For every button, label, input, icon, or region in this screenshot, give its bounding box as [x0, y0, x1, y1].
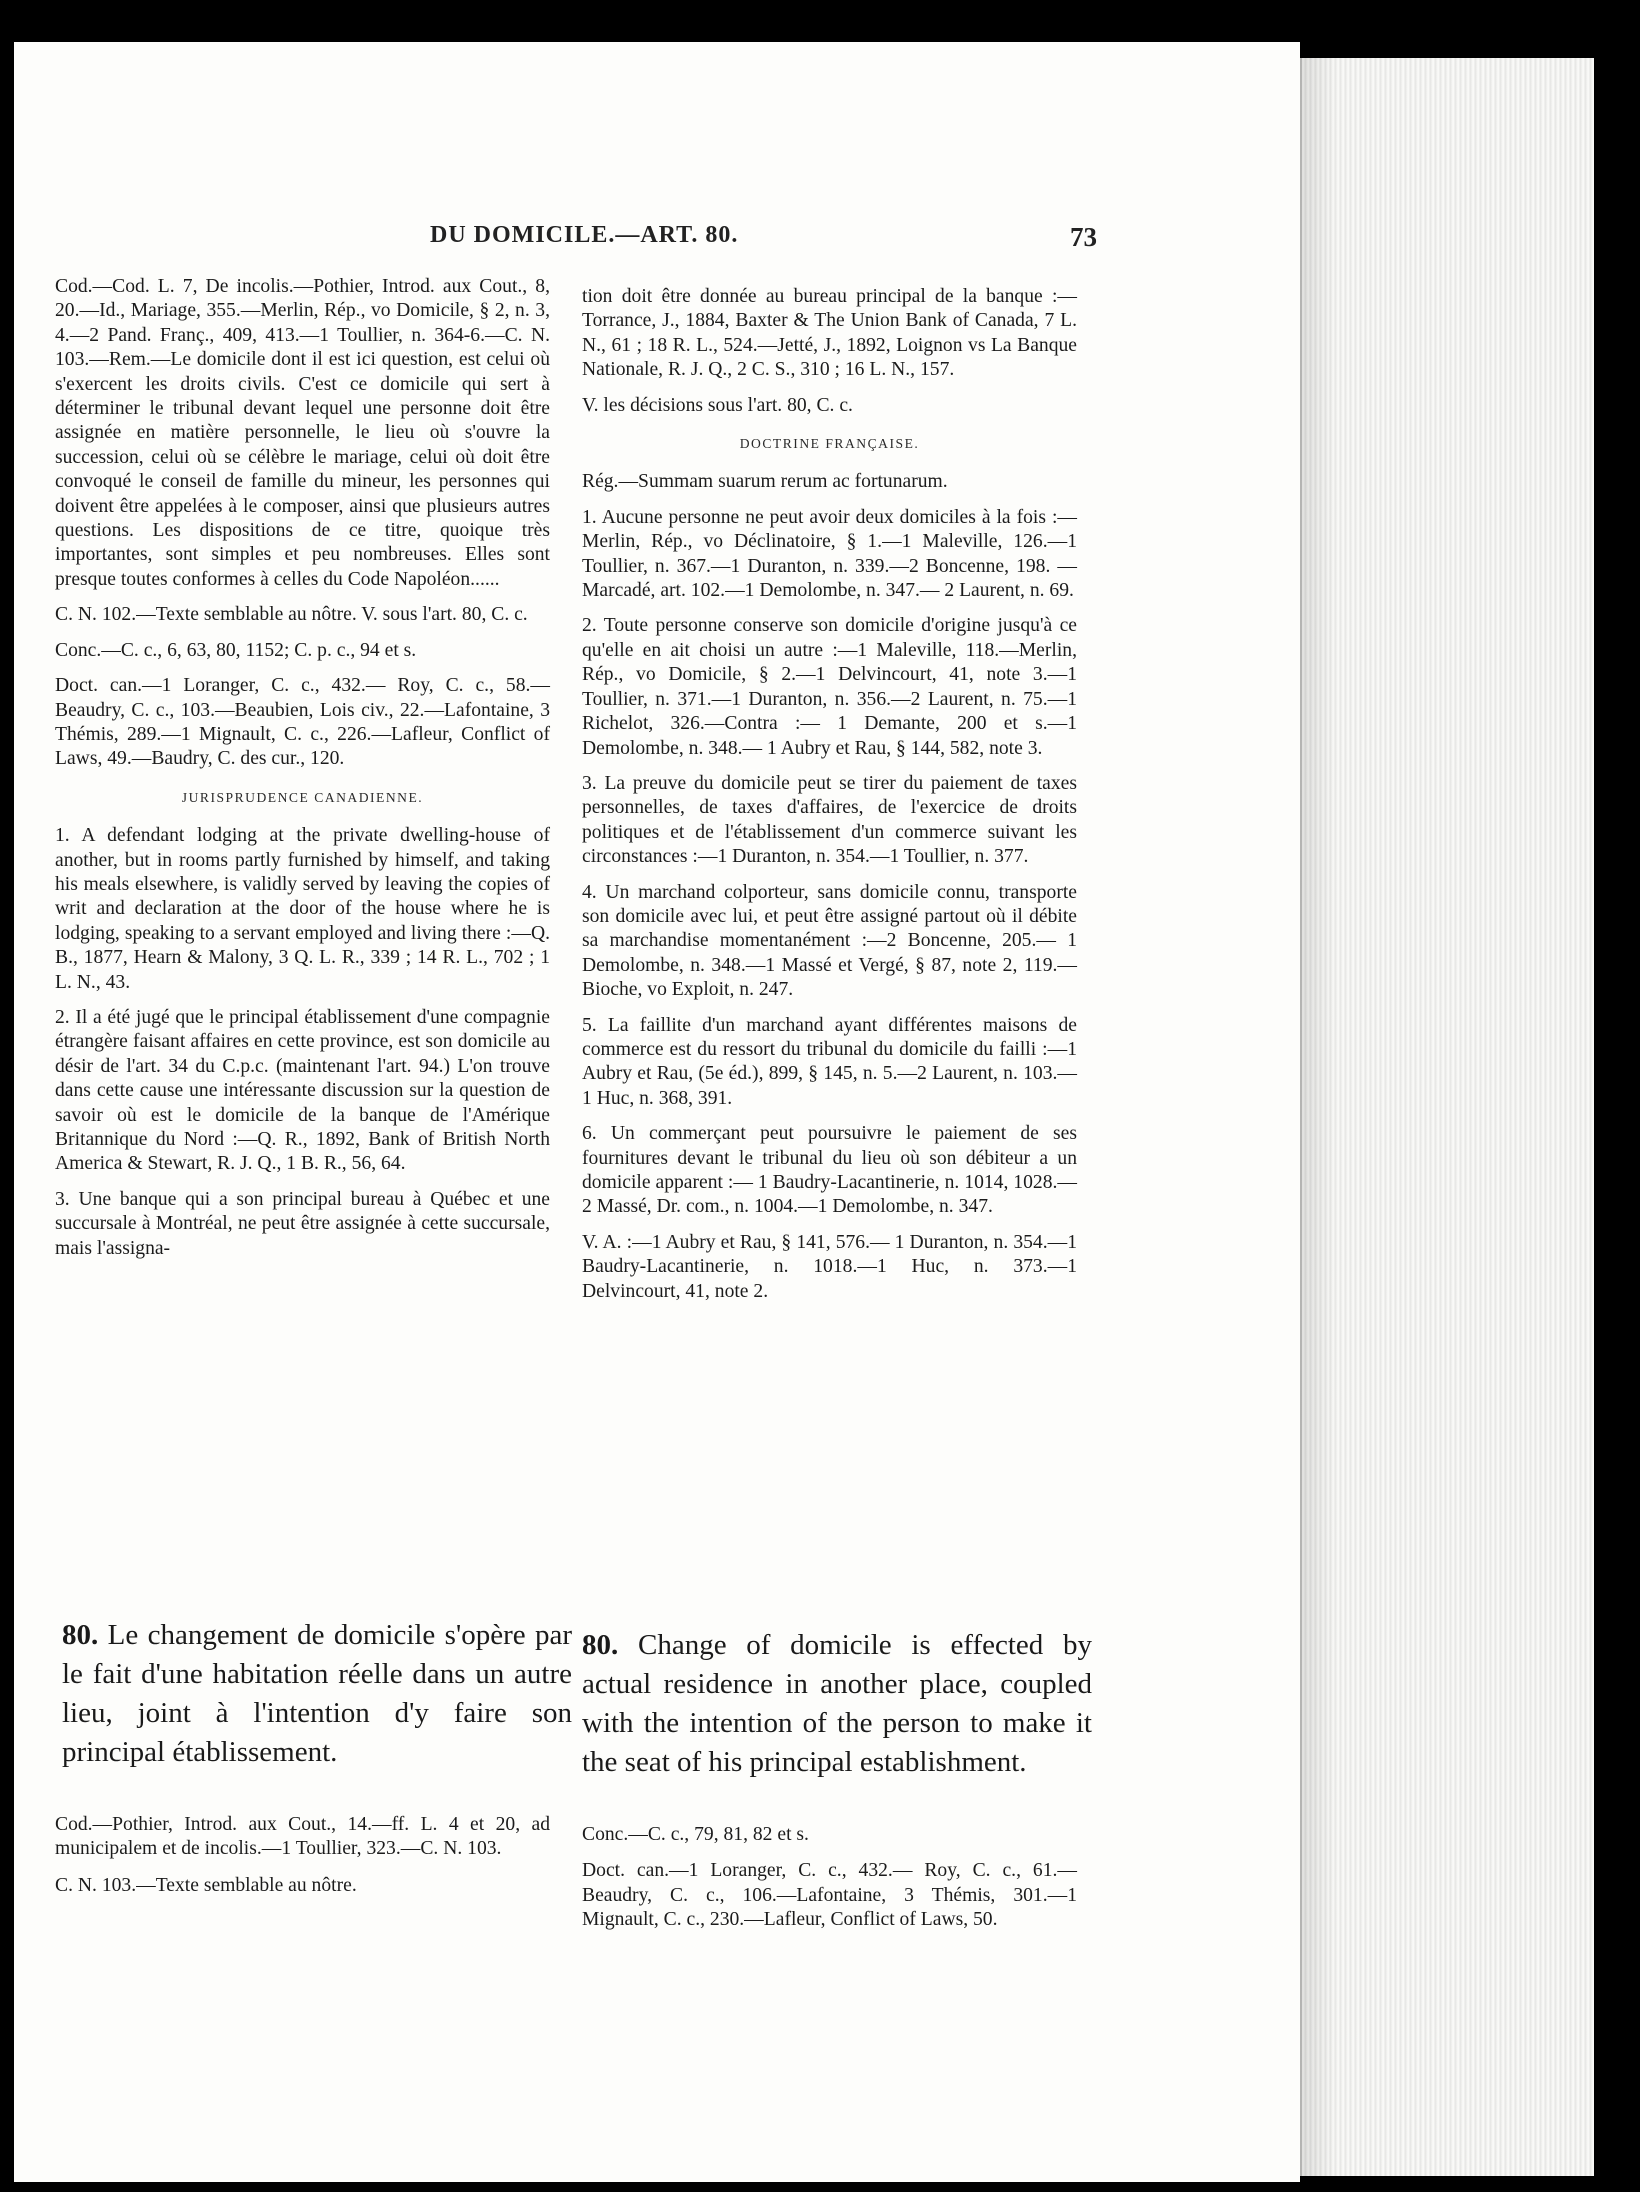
reg-maxim: Rég.—Summam suarum rerum ac fortunarum. [582, 471, 948, 493]
page-number: 73 [1070, 222, 1097, 252]
right-column [582, 285, 1077, 1315]
article-text: Change of domicile is effected by actual residence in another place, coupled with the intention of the person to make it the seat of his principal establishment. [582, 1629, 1092, 1778]
jurisprudence-item-2: 2. Il a été jugé que le principal établissement d'une compagnie étrangère faisant affaires en cette province, est son domicile au désir de l'art. 34 du C.p.c. (maintenant l'art. 94.) L'on trouve dans cette cause une intéressante discussion sur la question de savoir où est le domicile de la banque de l'Amérique Britannique du Nord :—Q. R., 1892, Bank of British North America & Stewart, R. J. Q., 1 B. R., 56, 64. [55, 1006, 550, 1175]
doct-can-note: Doct. can.—1 Loranger, C. c., 432.— Roy, C. c., 58.—Beaudry, C. c., 103.—Beaubien, Lois civ., 22.—Lafontaine, 3 Thémis, 289.—1 Mignault, C. c., 226.—Lafleur, Conflict of Laws, 49.—Baudry, C. des cur., 120. [55, 675, 550, 770]
doctrine-item-2: 2. Toute personne conserve son domicile d'origine jusqu'à ce qu'elle en ait choisi un autre :—1 Maleville, 118.—Merlin, Rép., vo Domicile, § 2.—1 Delvincourt, 41, note 3.—1 Toullier, n. 371.—1 Duranton, n. 356.—2 Laurent, n. 75.—1 Richelot, 326.—Contra :— 1 Demante, 200 et s.—1 Demolombe, n. 348.— 1 Aubry et Rau, § 144, 582, note 3. [582, 615, 1077, 759]
page-edges [1300, 58, 1594, 2176]
jurisprudence-continued: tion doit être donnée au bureau principal de la banque :—Torrance, J., 1884, Baxter & The Union Bank of Canada, 7 L. N., 61 ; 18 R. L., 524.—Jetté, J., 1892, Loignon vs La Banque Nationale, R. J. Q., 2 C. S., 310 ; 16 L. N., 157. [582, 286, 1077, 381]
doct-can-note: Doct. can.—1 Loranger, C. c., 432.— Roy, C. c., 61.—Beaudry, C. c., 106.—Lafontaine, 3 Thémis, 301.—1 Mignault, C. c., 230.—Lafleur, Conflict of Laws, 50. [582, 1860, 1077, 1931]
article-80-english [582, 1626, 1092, 1782]
doctrine-item-5: 5. La faillite d'un marchand ayant différentes maisons de commerce est du ressort du tribunal du domicile du failli :—1 Aubry et Rau, (5e éd.), 899, § 145, n. 5.—2 Laurent, n. 103.—1 Huc, n. 368, 391. [582, 1014, 1077, 1109]
jurisprudence-item-3: 3. Une banque qui a son principal bureau à Québec et une succursale à Montréal, ne peut être assignée à cette succursale, mais l'assigna- [55, 1188, 550, 1259]
va-note: V. A. :—1 Aubry et Rau, § 141, 576.— 1 Duranton, n. 354.—1 Baudry-Lacantinerie, n. 1018.—1 Huc, n. 373.—1 Delvincourt, 41, note 2. [582, 1231, 1077, 1302]
article-number: 80. [62, 1619, 99, 1651]
section-title-doctrine: DOCTRINE FRANÇAISE. [739, 436, 920, 452]
article-80-french [62, 1616, 572, 1772]
conc-note: Conc.—C. c., 79, 81, 82 et s. [582, 1824, 809, 1845]
running-head: DU DOMICILE.—ART. 80. [430, 222, 739, 248]
doctrine-item-3: 3. La preuve du domicile peut se tirer du paiement de taxes personnelles, de taxes d'affaires, de l'exercice de droits politiques et de l'établissement d'un commerce suivant les circonstances :—1 Duranton, n. 354.—1 Toullier, n. 377. [582, 772, 1077, 868]
article-number: 80. [582, 1629, 619, 1661]
cod-note: Cod.—Pothier, Introd. aux Cout., 14.—ff. L. 4 et 20, ad municipalem et de incolis.—1 Toullier, 323.—C. N. 103. [55, 1814, 550, 1860]
doctrine-item-4: 4. Un marchand colporteur, sans domicile connu, transporte son domicile avec lui, et peut être assigné partout où il débite sa marchandise momentanément :—2 Boncenne, 205.— 1 Demolombe, n. 348.—1 Massé et Vergé, § 87, note 2, 119.—Bioche, vo Exploit, n. 247. [582, 881, 1077, 1001]
see-also-note: V. les décisions sous l'art. 80, C. c. [582, 394, 853, 416]
conc-note: Conc.—C. c., 6, 63, 80, 1152; C. p. c., 94 et s. [55, 639, 417, 661]
article-text: Le changement de domicile s'opère par le fait d'une habitation réelle dans un autre lieu, joint à l'intention d'y faire son principal établissement. [62, 1619, 572, 1768]
doctrine-item-6: 6. Un commerçant peut poursuivre le paiement de ses fournitures devant le tribunal du lieu où son débiteur a un domicile apparent :— 1 Baudry-Lacantinerie, n. 1014, 1028.—2 Massé, Dr. com., n. 1004.—1 Demolombe, n. 347. [582, 1123, 1077, 1218]
gutter-shadow [1300, 58, 1336, 2176]
cod-references: Cod.—Cod. L. 7, De incolis.—Pothier, Introd. aux Cout., 8, 20.—Id., Mariage, 355.—Merlin, Rép., vo Domicile, § 2, n. 3, 4.—2 Pand. Franç., 409, 413.—1 Toullier, n. 364-6.—C. N. 103.—Rem.—Le domicile dont il est ici question, est celui où s'exercent les droits civils. C'est ce domicile qui sert à déterminer le tribunal devant lequel une personne doit être assignée en matière personnelle, le lieu où s'ouvre la succession, celui où se célèbre le mariage, celui où doit être convoqué le conseil de famille du mineur, les personnes qui doivent être appelées à le composer, ainsi que plusieurs autres questions. Les dispositions de ce titre, quoique très importantes, sont simples et peu nombreuses. Elles sont presque toutes conformes à celles du Code Napoléon...... [55, 276, 550, 590]
doctrine-item-1: 1. Aucune personne ne peut avoir deux domiciles à la fois :—Merlin, Rép., vo Déclinatoire, § 1.—1 Maleville, 126.—1 Toullier, n. 367.—1 Duranton, n. 339.—2 Boncenne, 198. —Marcadé, art. 102.—1 Demolombe, n. 347.— 2 Laurent, n. 69. [582, 506, 1077, 602]
article-notes-french [55, 1813, 550, 1910]
article-notes-english [582, 1823, 1077, 1945]
cn-note: C. N. 102.—Texte semblable au nôtre. V. sous l'art. 80, C. c. [55, 604, 528, 626]
cn-note: C. N. 103.—Texte semblable au nôtre. [55, 1874, 357, 1896]
jurisprudence-item-1: 1. A defendant lodging at the private dwelling-house of another, but in rooms partly furnished by himself, and taking his meals elsewhere, is validly served by leaving the copies of writ and declaration at the door of the house where he is lodging, speaking to a servant employed and living there :—Q. B., 1877, Hearn & Malony, 3 Q. L. R., 339 ; 14 R. L., 702 ; 1 L. N., 43. [55, 825, 550, 993]
left-column [55, 275, 550, 1272]
section-title-jurisprudence: JURISPRUDENCE CANADIENNE. [181, 789, 424, 805]
